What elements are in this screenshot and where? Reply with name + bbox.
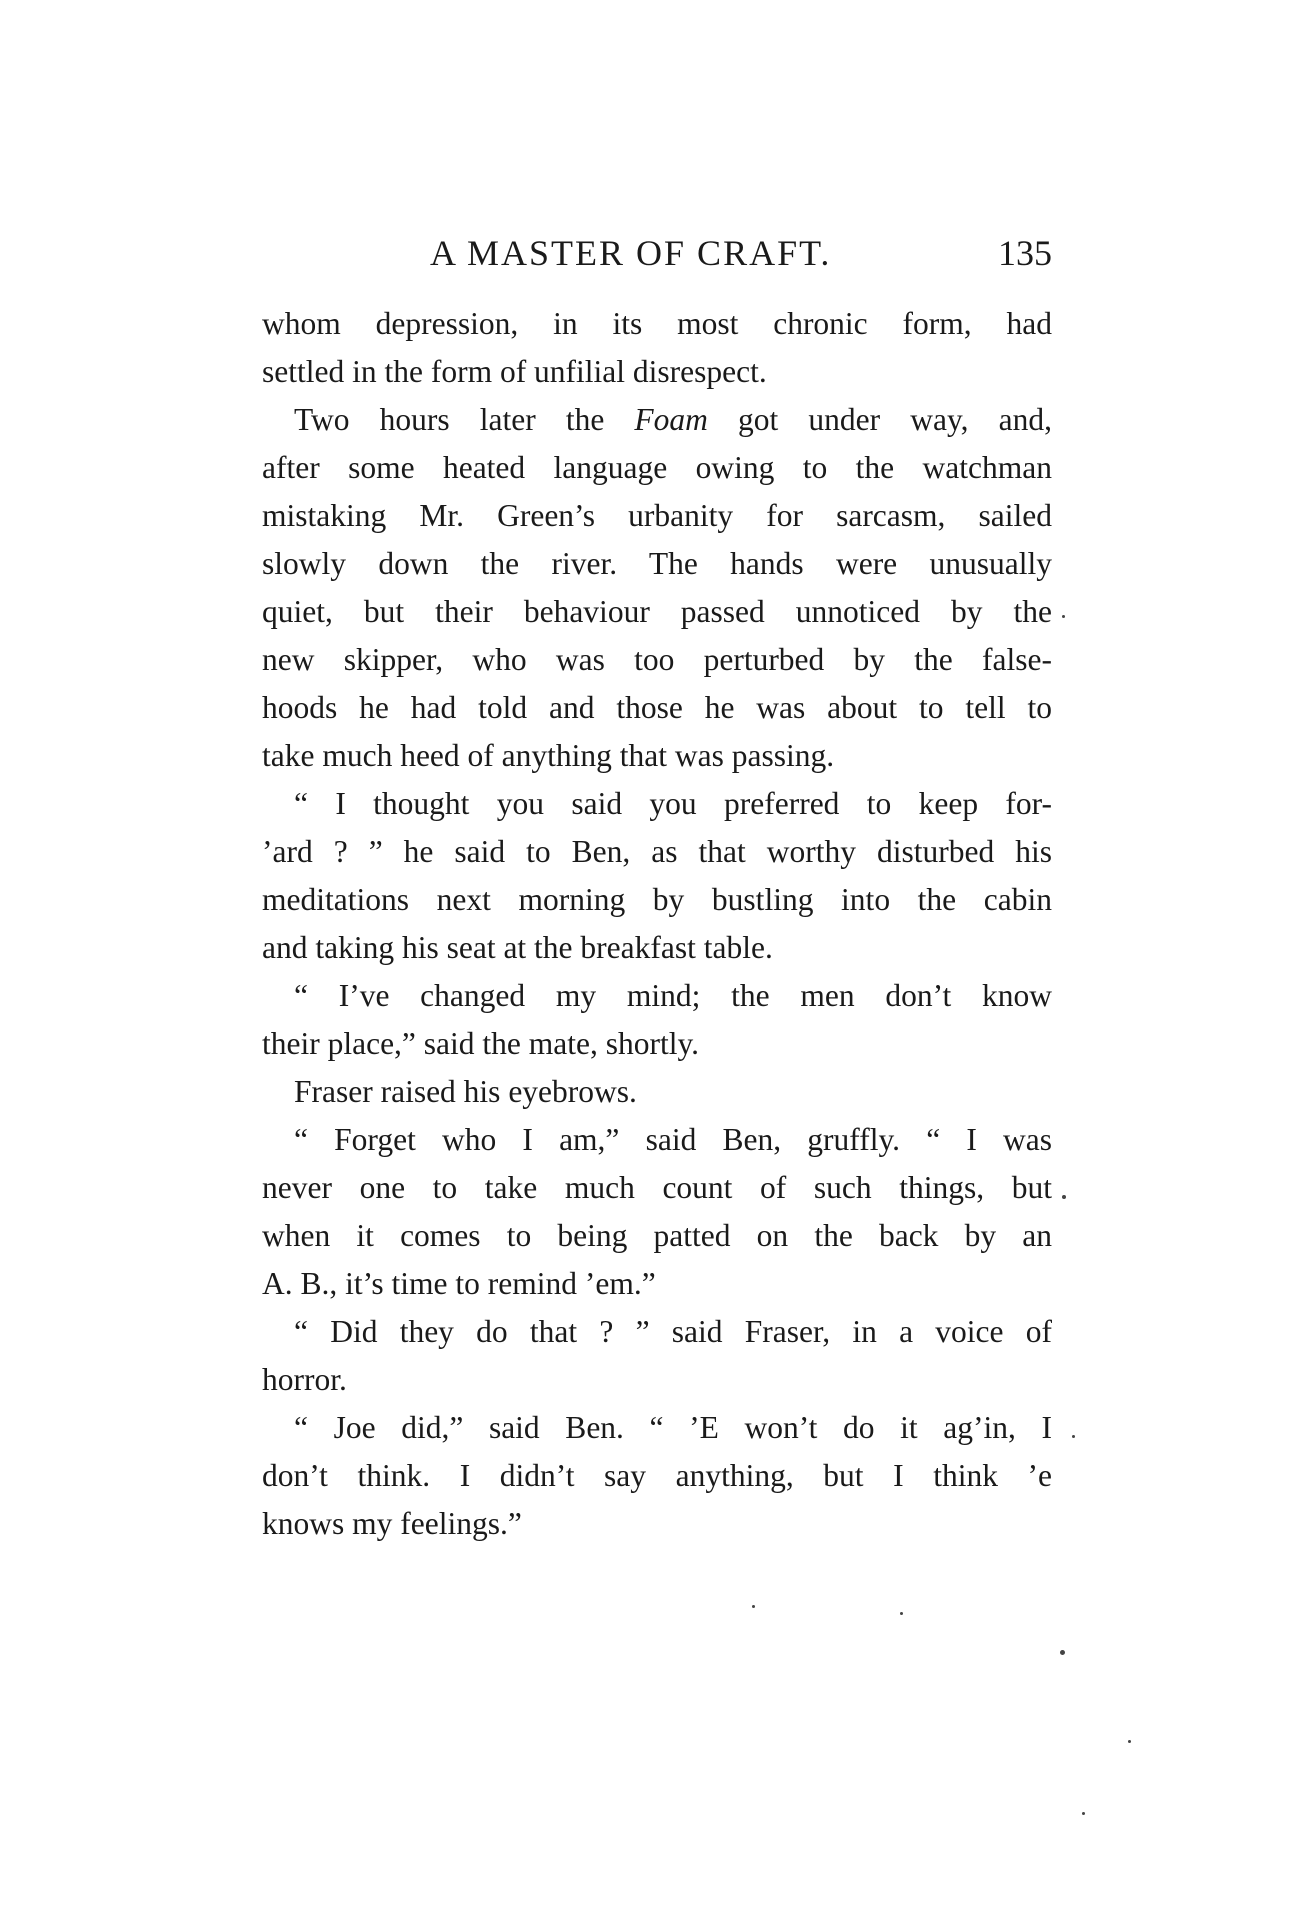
text-line: horror. xyxy=(262,1362,347,1397)
text-line: their place,” said the mate, shortly. xyxy=(262,1026,700,1061)
paragraph xyxy=(262,1404,1052,1548)
scan-speck xyxy=(1128,1740,1131,1743)
running-head xyxy=(262,228,1052,278)
scan-speck xyxy=(900,1612,903,1615)
text-line: whom depression, in its most chronic form, had xyxy=(262,306,1052,341)
text-line: quiet, but their behaviour passed unnoticed by the xyxy=(262,594,1052,629)
text-line: “ Joe did,” said Ben. “ ’E won’t do it ag’in, I xyxy=(294,1410,1052,1445)
text-line: “ I’ve changed my mind; the men don’t know xyxy=(294,978,1052,1013)
text-segment: Two hours later the xyxy=(294,402,635,437)
text-line: take much heed of anything that was passing. xyxy=(262,738,835,773)
text-line: Fraser raised his eyebrows. xyxy=(294,1074,637,1109)
text-line: never one to take much count of such things, but xyxy=(262,1170,1052,1205)
scan-speck xyxy=(1062,1195,1066,1199)
paragraph xyxy=(262,972,1052,1068)
text-line: and taking his seat at the breakfast table. xyxy=(262,930,773,965)
text-line: don’t think. I didn’t say anything, but I think ’e xyxy=(262,1458,1052,1493)
text-segment: got under way, and, xyxy=(707,402,1052,437)
paragraph xyxy=(262,396,1052,780)
text-line: slowly down the river. The hands were unusually xyxy=(262,546,1052,581)
paragraph xyxy=(262,780,1052,972)
ship-name-italic: Foam xyxy=(634,402,708,437)
scan-speck xyxy=(1072,1435,1075,1438)
paragraph xyxy=(262,1116,1052,1308)
scan-speck xyxy=(1062,615,1065,618)
text-line: mistaking Mr. Green’s urbanity for sarcasm, sailed xyxy=(262,498,1052,533)
text-line: new skipper, who was too perturbed by the false- xyxy=(262,642,1052,677)
scan-speck xyxy=(1060,1650,1065,1655)
body-text xyxy=(262,300,1052,1548)
text-line: A. B., it’s time to remind ’em.” xyxy=(262,1266,656,1301)
paragraph xyxy=(262,300,1052,396)
scan-speck xyxy=(1082,1812,1085,1815)
paragraph xyxy=(262,1068,1052,1116)
page-number: 135 xyxy=(998,233,1052,273)
scan-speck xyxy=(752,1605,755,1608)
text-line: “ Forget who I am,” said Ben, gruffly. “ I was xyxy=(294,1122,1052,1157)
text-line-with-italic xyxy=(262,396,1052,444)
text-line: “ Did they do that ? ” said Fraser, in a voice of xyxy=(294,1314,1052,1349)
text-line: after some heated language owing to the watchman xyxy=(262,450,1052,485)
text-line: hoods he had told and those he was about to tell to xyxy=(262,690,1052,725)
text-line: settled in the form of unfilial disrespect. xyxy=(262,354,767,389)
text-line: knows my feelings.” xyxy=(262,1506,522,1541)
text-line: “ I thought you said you preferred to keep for- xyxy=(294,786,1052,821)
paragraph xyxy=(262,1308,1052,1404)
running-title: A MASTER OF CRAFT. xyxy=(430,233,832,273)
text-line: meditations next morning by bustling into the cabin xyxy=(262,882,1052,917)
text-line: when it comes to being patted on the back by an xyxy=(262,1218,1052,1253)
text-line: ’ard ? ” he said to Ben, as that worthy disturbed his xyxy=(262,834,1052,869)
